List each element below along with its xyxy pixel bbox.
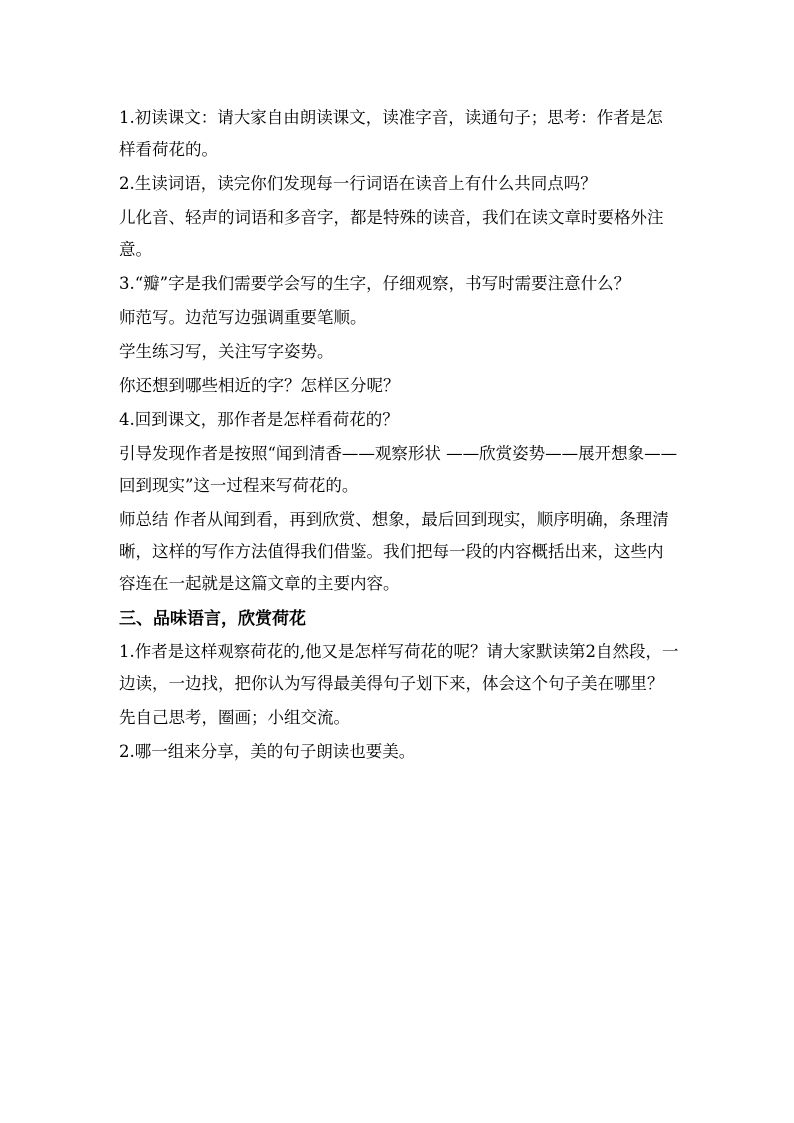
paragraph-similar-characters: 你还想到哪些相近的字？怎样区分呢？ <box>119 376 400 395</box>
paragraph-group-discussion: 先自己思考，圈画；小组交流。 <box>119 708 350 727</box>
paragraph-share-reading: 2.哪一组来分享，美的句子朗读也要美。 <box>119 742 416 761</box>
paragraph-write-character: 3.“瓣”字是我们需要学会写的生字，仔细观察，书写时需要注意什么？ <box>119 274 631 293</box>
paragraph-teacher-summary: 师总结 作者从闻到看，再到欣赏、想象，最后回到现实，顺序明确，条理清晰，这样的写作方法值得我们借鉴。我们把每一段的内容概括出来，这些内容连在一起就是这篇文章的主要内容。 <box>119 510 669 593</box>
paragraph-guide-process: 引导发现作者是按照“闻到清香——观察形状 ——欣赏姿势——展开想象——回到现实”这一过程来写荷花的。 <box>119 444 678 495</box>
paragraph-read-words: 2.生读词语，读完你们发现每一行词语在读音上有什么共同点吗？ <box>119 174 597 193</box>
paragraph-teacher-demo: 师范写。边范写边强调重要笔顺。 <box>119 308 367 327</box>
paragraph-special-pronunciation: 儿化音、轻声的词语和多音字，都是特殊的读音，我们在读文章时要格外注意。 <box>119 208 664 259</box>
paragraph-student-practice: 学生练习写，关注写字姿势。 <box>119 342 334 361</box>
section-heading: 三、品味语言，欣赏荷花 <box>119 609 306 629</box>
paragraph-silent-reading: 1.作者是这样观察荷花的,他又是怎样写荷花的呢？请大家默读第2自然段，一边读，一边找，把你认为写得最美得句子划下来，体会这个句子美在哪里？ <box>119 642 679 693</box>
paragraph-read-text: 1.初读课文：请大家自由朗读课文，读准字音，读通句子；思考：作者是怎样看荷花的。 <box>119 108 663 159</box>
document-body <box>119 102 679 770</box>
paragraph-back-to-text: 4.回到课文，那作者是怎样看荷花的？ <box>119 410 399 429</box>
